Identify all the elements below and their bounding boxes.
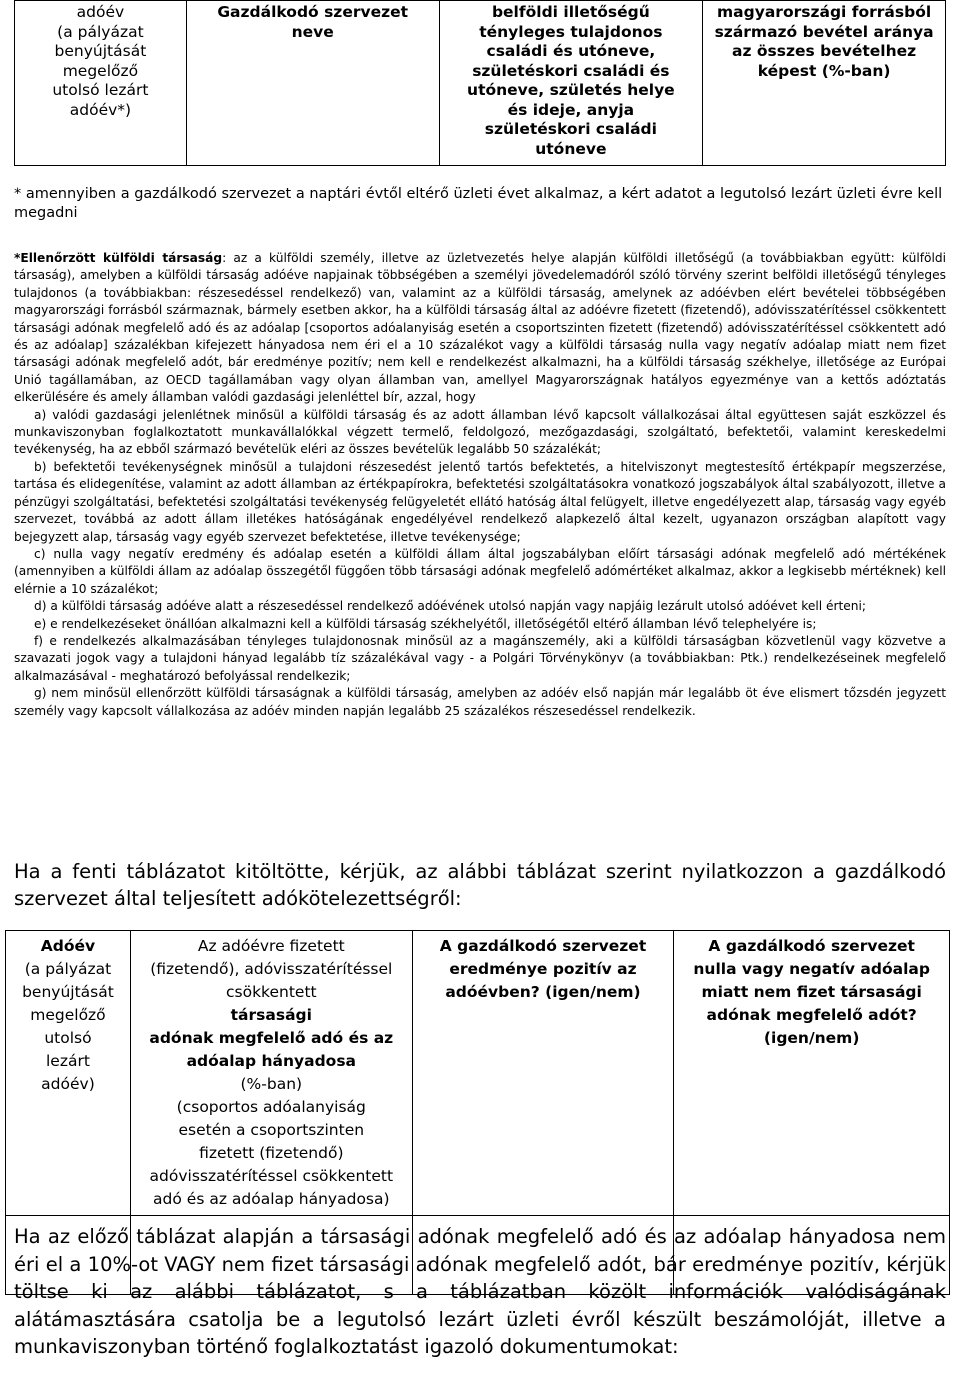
text-line: A gazdálkodó szervezet <box>439 937 647 955</box>
header-beneficial-owner-lines <box>444 3 699 159</box>
header-tax-ratio <box>130 931 412 1216</box>
text-line: fizetett (fizetendő) <box>199 1144 344 1162</box>
header-tax-ratio-bold <box>135 1004 408 1027</box>
text-line: miatt nem fizet társasági <box>701 983 922 1001</box>
text-line: képest (%-ban) <box>757 61 891 80</box>
text-line: megelőző <box>62 61 139 80</box>
header-revenue-ratio-lines <box>707 3 941 81</box>
text-line: adónak megfelelő adó és az <box>149 1029 394 1047</box>
header-tax-ratio-group <box>135 1096 408 1211</box>
text-line: (csoportos adóalanyiság <box>176 1098 366 1116</box>
text-line: eredménye pozitív az <box>449 960 637 978</box>
header-tax-ratio-bold-word: társasági <box>230 1006 312 1024</box>
definition-item: b) befektetői tevékenységnek minősül a tulajdoni részesedést jelentő tartós befektetés, a hitelviszonyt megtestesítő értékpapír megszerzése, tartása és elidegenítése, valamint az adott államban az értékpapírokra, befektetési szolgáltatásokra vonatkozó jogszabályok által szabályozott, illetve a pénzügyi szolgáltatási, befektetési szolgáltatási tevékenység felügyeletét ellátó hatóság által felügyelt, illetve engedélyezett alap, társaság vagy egyéb szervezet, továbbá az adott állam illetékes hatóságának engedélyével rendelkező alapkezelő által kezelt, ugyanazon országban alapított vagy bejegyzett alap, társaság vagy egyéb szervezet befektetése, illetve tevékenysége; <box>14 459 946 544</box>
header-positive-result-lines <box>417 935 670 1004</box>
definition-term: *Ellenőrzött külföldi társaság <box>14 251 223 265</box>
header-positive-result <box>412 931 674 1216</box>
text-line: Az adóévre fizetett <box>197 937 345 955</box>
text-line: (igen/nem) <box>763 1029 860 1047</box>
header-adoev-2-lines <box>10 958 126 1096</box>
header-company-name-lines <box>191 3 435 42</box>
text-line: benyújtását <box>22 983 114 1001</box>
text-line: adó és az adóalap hányadosa) <box>153 1190 390 1208</box>
text-line: adóév) <box>41 1075 95 1093</box>
text-line: benyújtását <box>54 42 147 60</box>
text-line: adóév <box>76 3 125 21</box>
tax-table-header <box>6 931 950 1216</box>
definition-item: c) nulla vagy negatív eredmény és adóalap esetén a külföldi állam által jogszabályban előírt társasági adónak megfelelő adó mértékének (amennyiben a külföldi állam az adóalap összegétől függően több társasági adónak megfelelő adómértéket alkalmaz, akkor a legkisebb mértéknek) kell elérnie a 10 százalékot; <box>14 546 946 596</box>
text-line: adóévben? (igen/nem) <box>445 983 641 1001</box>
definition-item: f) e rendelkezés alkalmazásában tényleges tulajdonosnak minősül az a magánszemély, aki a külföldi társaságban közvetlenül vagy közvetve a szavazati jogok vagy a tulajdoni hányad legalább tíz százalékával vagy - a Polgári Törvénykönyv (a továbbiakban: Ptk.) rendelkezéseinek megfelelő alkalmazásával - meghatározó befolyással rendelkezik; <box>14 633 946 683</box>
text-line: származó bevétel aránya <box>714 22 934 41</box>
owner-table-header <box>15 1 946 166</box>
text-line: és ideje, anyja <box>507 100 635 119</box>
text-line: neve <box>291 22 334 41</box>
text-line: csökkentett <box>225 983 317 1001</box>
text-line: adóvisszatérítéssel csökkentett <box>149 1167 394 1185</box>
text-line: (a pályázat <box>24 960 112 978</box>
owner-table <box>14 0 946 166</box>
text-line: A gazdálkodó szervezet <box>708 937 915 955</box>
fiscal-year-note: * amennyiben a gazdálkodó szervezet a naptári évtől eltérő üzleti évet alkalmaz, a kért adatot a legutolsó lezárt üzleti évre kell megadni <box>14 186 943 221</box>
text-line: (fizetendő), adóvisszatérítéssel <box>150 960 393 978</box>
text-line: utolsó <box>44 1029 92 1047</box>
text-line: nulla vagy negatív adóalap <box>693 960 930 978</box>
header-adoev-lines <box>19 3 182 120</box>
header-beneficial-owner <box>439 1 703 166</box>
text-line: utolsó lezárt <box>52 81 149 99</box>
text-line: születéskori családi és <box>472 61 670 80</box>
text-line: születéskori családi <box>484 120 657 138</box>
header-zero-base-lines <box>678 935 945 1050</box>
header-adoev <box>15 1 187 166</box>
text-line: az összes bevételhez <box>732 42 917 60</box>
header-adoev-2 <box>6 931 131 1216</box>
text-line: utóneve, születés helye <box>467 81 675 99</box>
definition-items <box>14 407 946 720</box>
text-line: adóalap hányadosa <box>186 1052 357 1070</box>
definition-item: g) nem minősül ellenőrzött külföldi társaságnak a külföldi társaság, amelyben az adóév első napján már legalább öt éve elismert tőzsdén jegyzett személy vagy kapcsolt vállalkozása az adóév minden napján legalább 25 százalékos részesedéssel rendelkezik. <box>14 686 946 718</box>
text-line: belföldi illetőségű <box>491 3 650 21</box>
definition-item: e) e rendelkezéseket önállóan alkalmazni kell a külföldi társaság székhelyétől, illetőségétől eltérő államban lévő telephelyére is; <box>34 616 817 631</box>
definition-item: a) valódi gazdasági jelenlétnek minősül a külföldi társaság és az adott államban lévő kapcsolt vállalkozásai által együttesen saját eszközzel és munkaviszonyban foglalkoztatott munkavállalókkal végzett termelő, feldolgozó, mezőgazdasági, szolgáltató, befektetői, valamint kereskedelmi tevékenység, ha az ebből származó bevételük eléri az összes bevételük legalább 50 százalékát; <box>14 407 946 457</box>
text-line: magyarországi forrásból <box>717 3 932 21</box>
text-line: tényleges tulajdonos <box>479 22 663 41</box>
header-tax-ratio-intro <box>135 935 408 1004</box>
header-adoev-2-title: Adóév <box>40 937 96 955</box>
text-line: (a pályázat <box>57 22 144 41</box>
text-line: megelőző <box>30 1006 106 1024</box>
text-line: esetén a csoportszinten <box>178 1121 365 1139</box>
definition-lead: : az a külföldi személy, illetve az üzletvezetés helye alapján külföldi illetőségű (a továbbiakban együtt: külföldi társaság), amelyben a külföldi társaság adóéve napjainak többségében a személyi jövedelemadóról szóló törvény szerint belföldi illetőségű tényleges tulajdonos (a továbbiakban: részesedéssel rendelkező) van, valamint az a külföldi társaság, amelynek az adóévben elért bevételei többségében magyarországi forrásból származnak, bármely esetben akkor, ha a külföldi társaság által az adóévre fizetett (fizetendő), adóvisszatérítéssel csökkentett társasági adónak megfelelő adó és az adóalap [csoportos adóalanyiság esetén a csoportszinten fizetett (fizetendő) adóvisszatérítéssel csökkentett adó és az adóalap] százalékban kifejezett hányadosa nem éri el a 10 százalékot vagy a külföldi társaság nulla vagy negatív adóalap miatt nem fizet társasági adónak megfelelő adót, bár eredménye pozitív; nem kell e rendelkezést alkalmazni, ha a külföldi társaság székhelye, illetősége az Európai Unió tagállamában, az OECD tagállamában vagy olyan államban van, amellyel Magyarországnak hatályos egyezménye van a kettős adóztatás elkerülésére és amely államban valódi gazdasági jelenléttel bír, azzal, hogy <box>14 251 946 405</box>
definition-item: d) a külföldi társaság adóéve alatt a részesedéssel rendelkező adóévének utolsó napján vagy napjáig lezárult utolsó adóévet kell érteni; <box>34 599 866 614</box>
intro-paragraph: Ha a fenti táblázatot kitöltötte, kérjük, az alábbi táblázat szerint nyilatkozzon a gazdálkodó szervezet által teljesített adókötelezettségről: <box>14 860 946 910</box>
text-line: Gazdálkodó szervezet <box>217 3 409 21</box>
header-revenue-ratio <box>703 1 946 166</box>
header-tax-ratio-unit: (%-ban) <box>240 1075 303 1093</box>
controlled-foreign-company-definition <box>14 250 946 720</box>
text-line: adónak megfelelő adót? <box>706 1006 917 1024</box>
text-line: adóév*) <box>69 100 132 119</box>
text-line: lezárt <box>46 1052 90 1070</box>
header-company-name <box>186 1 439 166</box>
text-line: családi és utóneve, <box>486 42 656 60</box>
header-zero-base <box>674 931 950 1216</box>
text-line: utóneve <box>535 139 607 158</box>
header-tax-ratio-bold-lines <box>135 1027 408 1073</box>
outro-paragraph: Ha az előző táblázat alapján a társasági adónak megfelelő adó és az adóalap hányadosa nem éri el a 10%-ot VAGY nem fizet társasági adónak megfelelő adót, bár eredménye pozitív, kérjük töltse ki az alábbi táblázatot, s a táblázatban közölt információk valódiságának alátámasztására csatolja be a legutolsó lezárt üzleti évről készült beszámolóját, illetve a munkaviszonyban történő foglalkoztatást igazoló dokumentumokat: <box>14 1225 946 1358</box>
